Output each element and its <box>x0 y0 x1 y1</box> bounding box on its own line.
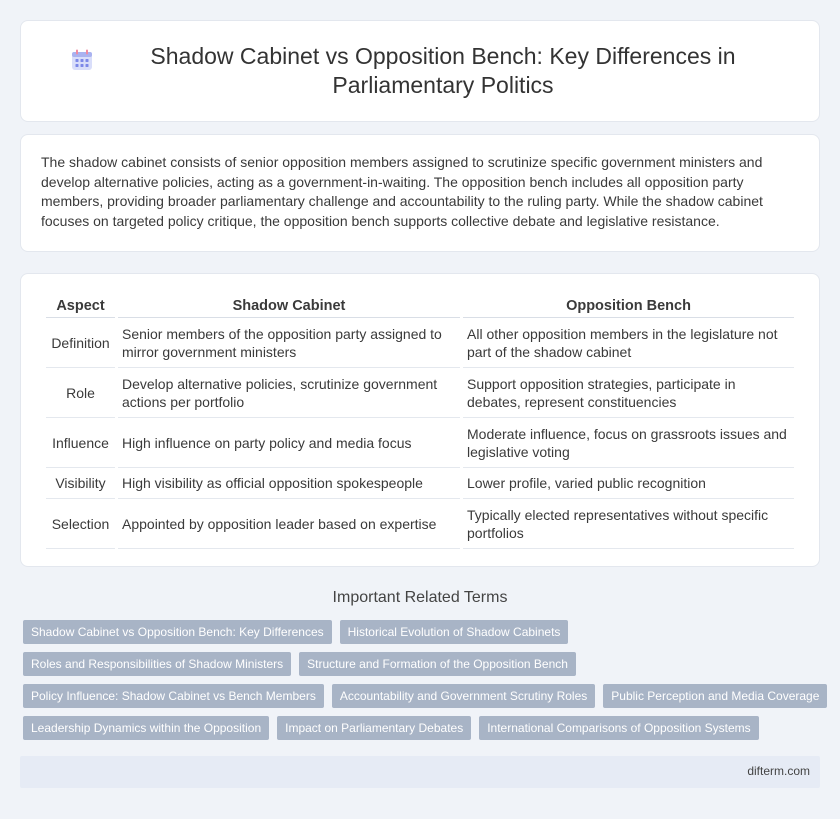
related-term-tag[interactable]: Shadow Cabinet vs Opposition Bench: Key Differences <box>23 620 332 644</box>
tag-row <box>23 716 823 740</box>
page-title: Shadow Cabinet vs Opposition Bench: Key Differences in Parliamentary Politics <box>150 43 736 98</box>
related-term-tag[interactable]: Policy Influence: Shadow Cabinet vs Bench Members <box>23 684 324 708</box>
shadow-cabinet-cell: Senior members of the opposition party assigned to mirror government ministers <box>118 318 460 368</box>
comparison-card <box>20 273 820 567</box>
opposition-bench-cell: Lower profile, varied public recognition <box>463 468 794 499</box>
header-aspect: Aspect <box>46 292 115 318</box>
intro-card <box>20 134 820 252</box>
table-row <box>46 418 794 468</box>
related-term-tag[interactable]: Impact on Parliamentary Debates <box>277 716 471 740</box>
related-term-tag[interactable]: Accountability and Government Scrutiny Roles <box>332 684 595 708</box>
related-terms-title: Important Related Terms <box>332 589 508 606</box>
shadow-cabinet-cell: High visibility as official opposition spokespeople <box>118 468 460 499</box>
related-term-tag[interactable]: Structure and Formation of the Opposition Bench <box>299 652 576 676</box>
aspect-cell: Role <box>46 368 115 418</box>
aspect-cell: Visibility <box>46 468 115 499</box>
related-term-tag[interactable]: Leadership Dynamics within the Opposition <box>23 716 269 740</box>
table-row <box>46 368 794 418</box>
tag-row <box>23 684 823 708</box>
opposition-bench-cell: Typically elected representatives without specific portfolios <box>463 499 794 549</box>
calendar-icon <box>70 48 94 72</box>
table-header-row <box>46 292 794 318</box>
comparison-table <box>43 292 797 549</box>
header-opposition-bench: Opposition Bench <box>463 292 794 318</box>
shadow-cabinet-cell: Appointed by opposition leader based on expertise <box>118 499 460 549</box>
shadow-cabinet-cell: Develop alternative policies, scrutinize government actions per portfolio <box>118 368 460 418</box>
shadow-cabinet-cell: High influence on party policy and media focus <box>118 418 460 468</box>
tag-row <box>23 620 823 644</box>
footer-site-link[interactable]: difterm.com <box>747 764 810 778</box>
related-terms-tags <box>23 620 823 748</box>
aspect-cell: Influence <box>46 418 115 468</box>
related-term-tag[interactable]: Public Perception and Media Coverage <box>603 684 827 708</box>
header-shadow-cabinet: Shadow Cabinet <box>118 292 460 318</box>
related-term-tag[interactable]: International Comparisons of Opposition Systems <box>479 716 758 740</box>
aspect-cell: Definition <box>46 318 115 368</box>
title-card <box>20 20 820 122</box>
intro-paragraph: The shadow cabinet consists of senior opposition members assigned to scrutinize specific government ministers and develop alternative policies, acting as a government-in-waiting. The opposition bench includes all opposition party members, providing broader parliamentary challenge and accountability to the ruling party. While the shadow cabinet focuses on targeted policy critique, the opposition bench supports collective debate and legislative resistance. <box>41 154 763 229</box>
related-term-tag[interactable]: Roles and Responsibilities of Shadow Ministers <box>23 652 291 676</box>
table-row <box>46 499 794 549</box>
opposition-bench-cell: Moderate influence, focus on grassroots issues and legislative voting <box>463 418 794 468</box>
footer <box>20 756 820 788</box>
tag-row <box>23 652 823 676</box>
table-row <box>46 468 794 499</box>
opposition-bench-cell: Support opposition strategies, participate in debates, represent constituencies <box>463 368 794 418</box>
opposition-bench-cell: All other opposition members in the legislature not part of the shadow cabinet <box>463 318 794 368</box>
related-term-tag[interactable]: Historical Evolution of Shadow Cabinets <box>340 620 569 644</box>
title-wrap <box>70 42 770 100</box>
table-row <box>46 318 794 368</box>
aspect-cell: Selection <box>46 499 115 549</box>
